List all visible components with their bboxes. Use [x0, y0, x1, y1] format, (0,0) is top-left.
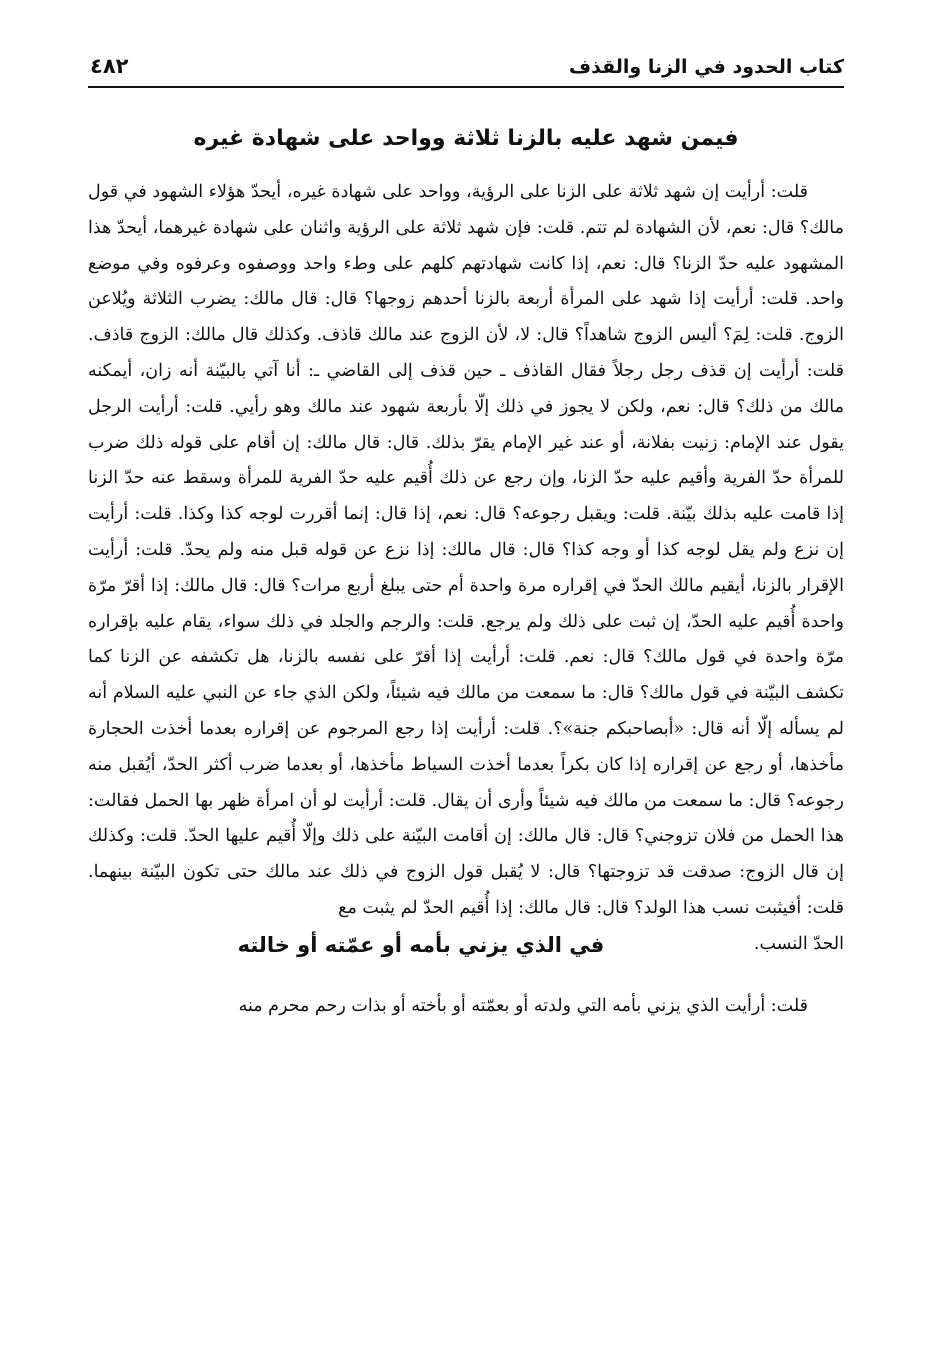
section-body-tail: الحدّ النسب. [753, 933, 844, 954]
running-title: كتاب الحدود في الزنا والقذف [569, 56, 844, 78]
section-tail-row [88, 927, 844, 963]
section-body: قلت: أرأيت إن شهد ثلاثة على الزنا على الرؤية، وواحد على شهادة غيره، أيحدّ هؤلاء الشهود في قول مالك؟ قال: نعم، لأن الشهادة لم تتم. قلت: فإن شهد ثلاثة على الرؤية واثنان على شهادة غيرهما، أيحدّ هذا المشهود عليه حدّ الزنا؟ قال: نعم، إذا كانت شهادتهم كلهم على وطء واحد ووصفوه وعرفوه وفي موضع واحد. قلت: أرأيت إذا شهد على المرأة أربعة بالزنا أحدهم زوجها؟ قال: قال مالك: يضرب الثلاثة ويُلاعن الزوج. قلت: لِمَ؟ أليس الزوج شاهداً؟ قال: لا، لأن الزوج عند مالك قاذف. وكذلك قال مالك: الزوج قاذف. قلت: أرأيت إن قذف رجل رجلاً فقال القاذف ـ حين قذف إلى القاضي ـ: أنا آتي بالبيّنة أنه زان، أيمكنه مالك من ذلك؟ قال: نعم، ولكن لا يجوز في ذلك إلّا بأربعة شهود عند مالك وهو رأيي. قلت: أرأيت الرجل يقول عند الإمام: زنيت بفلانة، أو عند غير الإمام يقرّ بذلك. قال: قال مالك: إن أقام على قوله ذلك ضرب للمرأة حدّ الفرية وأقيم عليه حدّ الزنا، وإن رجع عن ذلك أُقيم عليه حدّ الفرية للمرأة وسقط عنه حدّ الزنا إذا قامت عليه بذلك بيّنة. قلت: ويقبل رجوعه؟ قال: نعم، إذا قال: إنما أقررت لوجه كذا وكذا. قلت: أرأيت إن نزع ولم يقل لوجه كذا أو وجه كذا؟ قال: قال مالك: إذا نزع عن قوله قبل منه ولم يحدّ. قلت: أرأيت الإقرار بالزنا، أيقيم مالك الحدّ في إقراره مرة واحدة أم حتى يبلغ أربع مرات؟ قال: قال مالك: إذا أقرّ مرّة واحدة أُقيم عليه الحدّ، إن ثبت على ذلك ولم يرجع. قلت: والرجم والجلد في ذلك سواء، يقام عليه بإقراره مرّة واحدة في قول مالك؟ قال: نعم. قلت: أرأيت إذا أقرّ على نفسه بالزنا، هل تكشفه عن الزنا كما تكشف البيّنة في قول مالك؟ قال: ما سمعت من مالك فيه شيئاً، ولكن الذي جاء عن النبي عليه السلام أنه لم يسأله إلّا أنه قال: «أبصاحبكم جنة»؟. قلت: أرأيت إذا رجع المرجوم عن إقراره بعدما أخذت الحجارة مأخذها، أو رجع عن إقراره إذا كان بكراً بعدما أخذت السياط مأخذها، أو بعدما ضرب أكثر الحدّ، أيُقبل منه رجوعه؟ قال: ما سمعت من مالك فيه شيئاً وأرى أن يقال. قلت: أرأيت لو أن امرأة ظهر بها الحمل فقالت: هذا الحمل من فلان تزوجني؟ قال: قال مالك: إن أقامت البيّنة على ذلك وإلّا أُقيم عليها الحدّ. قلت: وكذلك إن قال الزوج: صدقت قد تزوجتها؟ قال: لا يُقبل قول الزوج في ذلك عند مالك حتى تكون البيّنة بينهما. قلت: أفيثبت نسب هذا الولد؟ قال: قال مالك: إذا أُقيم الحدّ لم يثبت مع [88, 182, 844, 918]
page-number: ٤٨٢ [90, 54, 129, 78]
book-page [88, 50, 844, 1340]
section-heading: فيمن شهد عليه بالزنا ثلاثة وواحد على شهادة غيره [193, 126, 739, 151]
running-header [88, 50, 844, 88]
section-heading-2: في الذي يزني بأمه أو عمّته أو خالته [237, 932, 605, 957]
section-2-body: قلت: أرأيت الذي يزني بأمه التي ولدته أو بعمّته أو بأخته أو بذات رحم محرم منه [238, 995, 808, 1016]
